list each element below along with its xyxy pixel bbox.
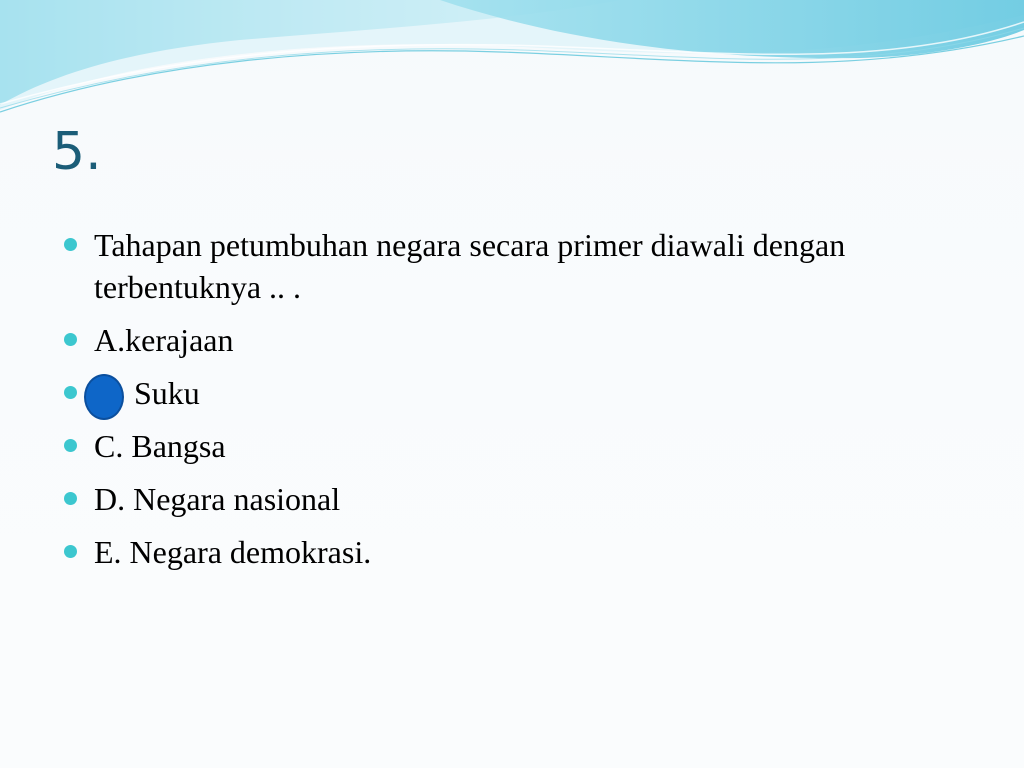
list-item-option-e (62, 531, 962, 573)
answer-highlight-circle (84, 374, 124, 420)
list-item-option-d (62, 478, 962, 520)
slide-title: 5. (52, 122, 102, 182)
list-item-option-a (62, 319, 962, 361)
bullet-list (62, 224, 962, 584)
list-item-option-c (62, 425, 962, 467)
list-item-question (62, 224, 962, 308)
option-c-text: C. Bangsa (94, 428, 226, 464)
option-a-text: A.kerajaan (94, 322, 234, 358)
bullet-icon (64, 439, 77, 452)
option-d-text: D. Negara nasional (94, 481, 341, 517)
decorative-wave-header (0, 0, 1024, 130)
bullet-icon (64, 238, 77, 251)
question-text: Tahapan petumbuhan negara secara primer diawali dengan terbentuknya .. . (94, 227, 846, 305)
bullet-icon (64, 333, 77, 346)
bullet-icon (64, 386, 77, 399)
bullet-icon (64, 492, 77, 505)
bullet-icon (64, 545, 77, 558)
list-item-option-b (62, 372, 962, 414)
option-e-text: E. Negara demokrasi. (94, 534, 372, 570)
option-b-text: Suku (134, 375, 200, 411)
